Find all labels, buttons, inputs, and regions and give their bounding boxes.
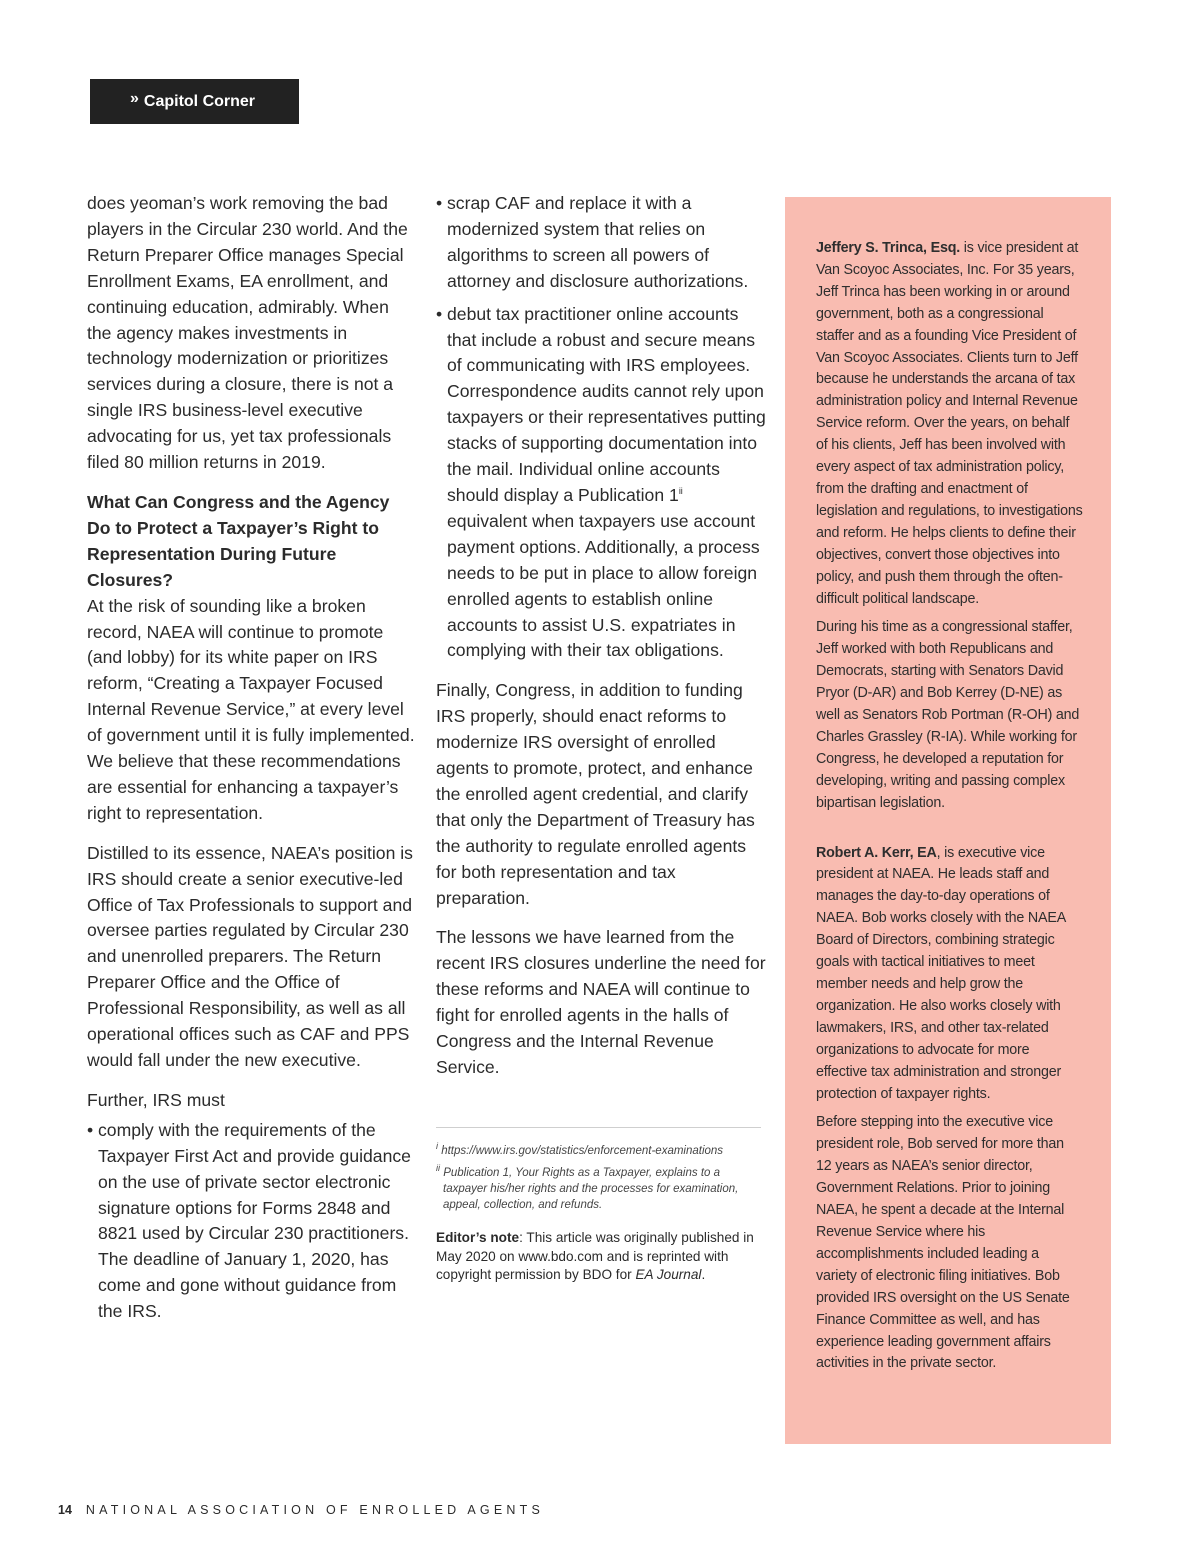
footnote-mark: ii — [436, 1163, 440, 1174]
paragraph: Further, IRS must — [87, 1089, 225, 1110]
page-footer — [58, 1503, 544, 1517]
bullet-list — [436, 191, 766, 664]
bio-text: is vice president at Van Scoyoc Associates, Inc. For 35 years, Jeff Trinca has been working in or around government, both as a congressional staffer and as a founding Vice President of Van Scoyoc Associates. Clients turn to Jeff because he understands the arcana of tax administration policy and Internal Revenue Service reform. Over the years, on behalf of his clients, Jeff has been involved with every aspect of tax administration policy, from the drafting and enactment of legislation and regulations, to investigations and reform. He helps clients to define their objectives, convert those objectives into policy, and push them through the often-difficult political landscape. — [816, 240, 1083, 607]
paragraph: does yeoman’s work removing the bad players in the Circular 230 world. And the Return Preparer Office manages Special Enrollment Exams, EA enrollment, and continuing education, admirably. When the agency makes investments in technology modernization or prioritizes services during a closure, there is not a single IRS business-level executive advocating for us, yet tax professionals filed 80 million returns in 2019. — [87, 193, 408, 473]
list-item-text: debut tax practitioner online accounts that include a robust and secure means of communicating with IRS employees. Correspondence audits cannot rely upon taxpayers or their representatives putting stacks of supporting documentation into the mail. Individual online accounts should display a Publication 1 — [447, 303, 766, 505]
bullet-list — [87, 1118, 417, 1325]
bio-text: , is executive vice president at NAEA. He leads staff and manages the day-to-day operations of NAEA. Bob works closely with the NAEA Board of Directors, combining strategic goals with tactical initiatives to meet member needs and help grow the organization. He also works closely with lawmakers, IRS, and other tax-related organizations to advocate for more effective tax administration and stronger protection of taxpayer rights. — [816, 844, 1066, 1102]
paragraph: At the risk of sounding like a broken record, NAEA will continue to promote (and lobby) for its white paper on IRS reform, “Creating a Taxpayer Focused Internal Revenue Service,” at every level of government until it is fully implemented. We believe that these recommendations are essential for enhancing a taxpayer’s right to representation. — [87, 595, 415, 823]
paragraph: The lessons we have learned from the recent IRS closures underline the need for these reforms and NAEA will continue to fight for enrolled agents in the halls of Congress and the Internal Revenue Service. — [436, 927, 766, 1077]
section-heading-block — [87, 490, 417, 827]
editors-note-end: . — [701, 1267, 706, 1282]
editors-note — [436, 1229, 766, 1285]
double-chevron-icon: » — [130, 89, 139, 107]
page-number: 14 — [58, 1503, 72, 1517]
article-column-2 — [436, 191, 766, 1095]
author-name: Robert A. Kerr, EA — [816, 844, 937, 861]
editors-note-label: Editor’s note — [436, 1230, 520, 1245]
bio-paragraph — [816, 238, 1083, 610]
list-item: • scrap CAF and replace it with a modernized system that relies on algorithms to screen all powers of attorney and disclosure authorizations. — [436, 191, 766, 295]
publication-name: NATIONAL ASSOCIATION OF ENROLLED AGENTS — [85, 1503, 544, 1517]
editors-note-text: : This article was originally published in May 2020 on www.bdo.com and is reprinted with copyright permission by BDO for — [436, 1230, 754, 1282]
footnote-mark: i — [436, 1141, 438, 1152]
bio-paragraph: During his time as a congressional staffer, Jeff worked with both Republicans and Democrats, starting with Senators David Pryor (D-AR) and Bob Kerrey (D-NE) as well as Senators Rob Portman (R-OH) and Charles Grassley (R-IA). While working for Congress, he developed a reputation for developing, writing and passing complex bipartisan legislation. — [816, 619, 1080, 811]
footnote-text: https://www.irs.gov/statistics/enforcement-examinations — [438, 1145, 724, 1157]
footnotes — [436, 1143, 766, 1219]
paragraph: Finally, Congress, in addition to funding IRS properly, should enact reforms to modernize IRS oversight of enrolled agents to promote, protect, and enhance the enrolled agent credential, and clarify that only the Department of Treasury has the authority to regulate enrolled agents for both representation and tax preparation. — [436, 680, 755, 908]
footnote-divider — [436, 1127, 761, 1128]
list-item-text: equivalent when taxpayers use account payment options. Additionally, a process needs to be put in place to allow foreign enrolled agents to establish online accounts to assist U.S. expatriates in complying with their tax obligations. — [447, 510, 760, 661]
footnote-ref: ii — [678, 486, 683, 497]
list-item: • comply with the requirements of the Taxpayer First Act and provide guidance on the use of private sector electronic signature options for Forms 2848 and 8821 used by Circular 230 practitioners. The deadline of January 1, 2020, has come and gone without guidance from the IRS. — [87, 1118, 417, 1325]
section-heading: What Can Congress and the Agency Do to Protect a Taxpayer’s Right to Representation During Future Closures? — [87, 491, 390, 590]
section-tag — [90, 79, 299, 124]
paragraph: Distilled to its essence, NAEA’s position is IRS should create a senior executive-led Office of Tax Professionals to support and oversee parties regulated by Circular 230 and unenrolled preparers. The Return Preparer Office and the Office of Professional Responsibility, as well as all operational offices such as CAF and PPS would fall under the new executive. — [87, 842, 413, 1070]
footnote-text: Publication 1, Your Rights as a Taxpayer, explains to a taxpayer his/her rights and the processes for examination, appeal, collection, and refunds. — [440, 1167, 739, 1211]
footnote — [436, 1165, 766, 1213]
publication-name: EA Journal — [635, 1267, 702, 1282]
bio-paragraph: Before stepping into the executive vice president role, Bob served for more than 12 years as NAEA’s senior director, Government Relations. Prior to joining NAEA, he spent a decade at the Internal Revenue Service where his accomplishments included leading a variety of electronic filing initiatives. Bob provided IRS oversight on the US Senate Finance Committee as well, and has experience leading government affairs activities in the private sector. — [816, 1114, 1070, 1372]
author-name: Jeffery S. Trinca, Esq. — [816, 240, 960, 256]
article-column-1 — [87, 191, 417, 1339]
section-tag-label: Capitol Corner — [143, 92, 256, 110]
footnote — [436, 1143, 766, 1159]
bio-paragraph — [816, 843, 1083, 1106]
list-item — [436, 302, 766, 665]
author-bio-sidebar — [785, 197, 1111, 1444]
